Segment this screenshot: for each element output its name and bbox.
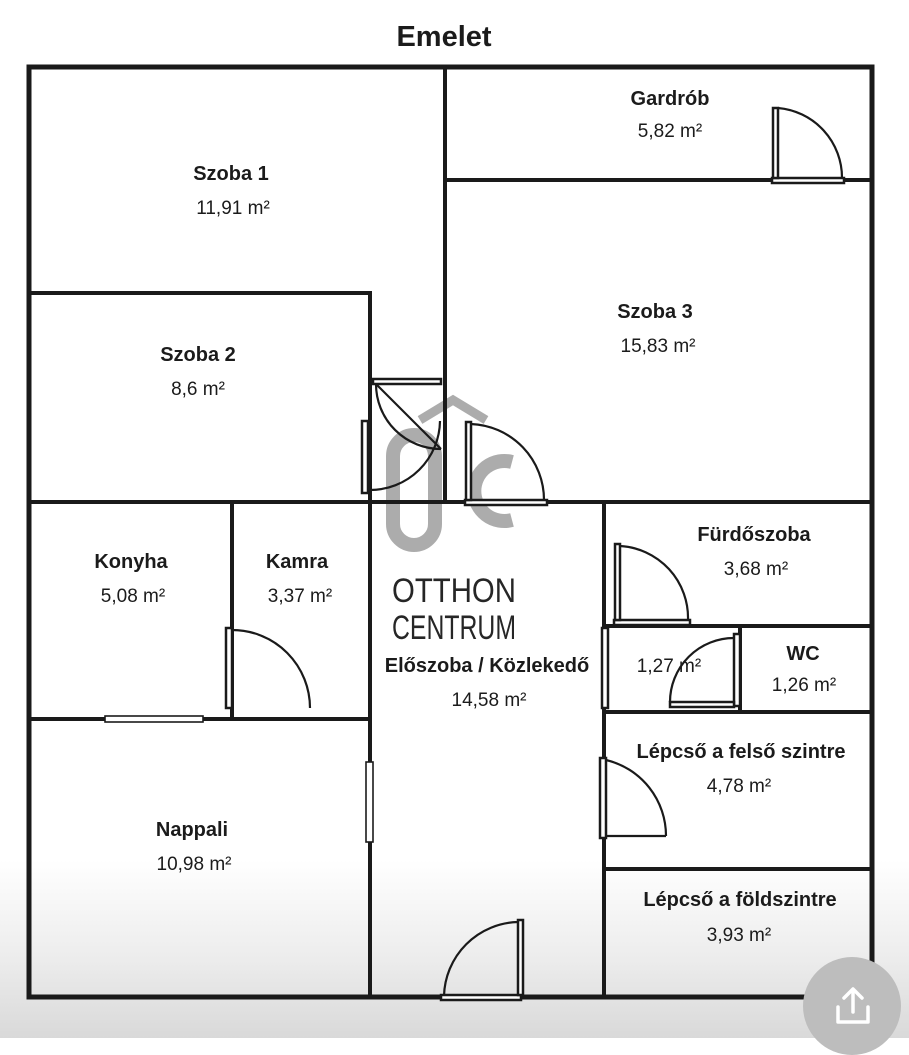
room-area: 3,68 m² (723, 559, 789, 580)
room-szoba1 (193, 163, 270, 219)
room-lepcso-fold (643, 889, 836, 946)
room-szoba3 (617, 301, 695, 357)
room-gardrob (631, 88, 710, 142)
room-area: 10,98 m² (156, 854, 232, 875)
room-name: Kamra (265, 551, 329, 573)
room-szoba2 (160, 344, 236, 400)
plan-title: Emelet (396, 21, 492, 53)
room-eloszoba (385, 655, 589, 711)
room-name: WC (786, 643, 820, 665)
door-lepcso-felso (600, 758, 666, 838)
room-area: 5,82 m² (637, 121, 703, 142)
opening-konyha-nappali (105, 716, 203, 722)
room-name: Előszoba / Közlekedő (384, 655, 590, 677)
room-name: Lépcső a felső szintre (636, 741, 846, 763)
room-name: Fürdőszoba (697, 524, 811, 546)
room-area: 3,37 m² (267, 586, 333, 607)
room-area: 14,58 m² (451, 690, 527, 711)
room-area: 11,91 m² (196, 198, 270, 219)
room-name: Gardrób (630, 88, 710, 110)
room-kamra (266, 551, 332, 607)
room-area: 5,08 m² (100, 586, 166, 607)
room-name: Konyha (94, 551, 168, 573)
room-lepcso-felso (637, 741, 846, 797)
room-furdoszoba (697, 524, 811, 580)
room-area: 1,27 m² (636, 656, 702, 677)
door-furdoszoba (614, 544, 690, 625)
room-name: Szoba 3 (617, 301, 693, 323)
room-name: Szoba 1 (193, 163, 269, 185)
room-nappali (156, 819, 232, 875)
door-kamra (226, 628, 310, 708)
otthon-centrum-watermark (392, 400, 516, 647)
room-name: Nappali (155, 819, 229, 841)
share-icon (832, 985, 874, 1027)
share-button[interactable] (803, 957, 901, 1055)
room-area: 15,83 m² (620, 336, 696, 357)
door-entrance (441, 920, 523, 1000)
room-name: Szoba 2 (160, 344, 236, 366)
watermark-line1: OTTHON (392, 572, 516, 610)
room-area: 4,78 m² (706, 776, 772, 797)
room-area: 3,93 m² (706, 925, 772, 946)
watermark-line2: CENTRUM (392, 609, 516, 647)
room-area: 8,6 m² (171, 379, 225, 400)
opening-nappali (366, 762, 373, 842)
watermark-logo-icon (393, 400, 512, 545)
door-gardrob (772, 108, 844, 183)
room-area: 1,26 m² (771, 675, 837, 696)
room-name: Lépcső a földszintre (643, 889, 837, 911)
room-konyha (94, 551, 168, 607)
room-wc (772, 643, 836, 696)
room-small (637, 656, 701, 677)
